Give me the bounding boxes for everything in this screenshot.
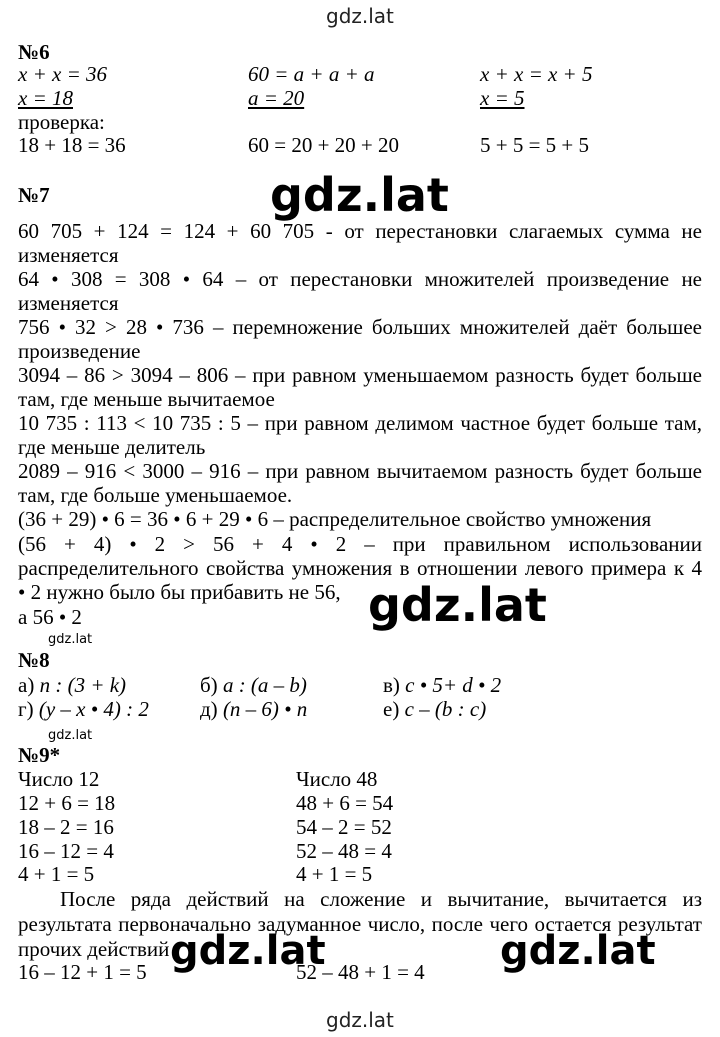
watermark-tiny-2: gdz.lat bbox=[48, 728, 93, 743]
task6-sol3: x = 5 bbox=[480, 86, 525, 110]
task7-line-10: где меньше делитель bbox=[18, 435, 206, 459]
task7-line-15: распределительного свойства умножения в отношении левого примера к 4 bbox=[18, 556, 702, 580]
task6-eq3: x + x = x + 5 bbox=[480, 62, 593, 86]
task9-final-right: 52 – 48 + 1 = 4 bbox=[296, 960, 425, 984]
task9-para-1: После ряда действий на сложение и вычитание, вычитается из bbox=[60, 887, 702, 911]
task7-line-1: 60 705 + 124 = 124 + 60 705 - от перестановки слагаемых сумма не bbox=[18, 219, 702, 243]
task7-line-5: 756 • 32 > 28 • 736 – перемножение больших множителей даёт большее bbox=[18, 315, 702, 339]
task8-item-g-label: г) bbox=[18, 697, 39, 721]
task9-right-2: 48 + 6 = 54 bbox=[296, 791, 394, 815]
task8-item-v bbox=[383, 673, 501, 697]
task8-item-e bbox=[383, 697, 486, 721]
task6-eq2: 60 = a + a + a bbox=[248, 62, 375, 86]
task7-line-12: там, где больше уменьшаемое. bbox=[18, 483, 293, 507]
task7-heading: №7 bbox=[18, 183, 50, 207]
task6-sol1: x = 18 bbox=[18, 86, 73, 110]
task9-para-3: прочих действий bbox=[18, 937, 170, 961]
task7-line-14: (56 + 4) • 2 > 56 + 4 • 2 – при правильном использовании bbox=[18, 532, 702, 556]
task7-line-7: 3094 – 86 > 3094 – 806 – при равном уменьшаемом разность будет больше bbox=[18, 363, 702, 387]
task9-final-left: 16 – 12 + 1 = 5 bbox=[18, 960, 147, 984]
task6-check1: 18 + 18 = 36 bbox=[18, 133, 126, 157]
watermark-large-4: gdz.lat bbox=[500, 928, 656, 974]
task9-heading: №9* bbox=[18, 743, 61, 767]
task9-left-2: 12 + 6 = 18 bbox=[18, 791, 116, 815]
task9-left-5: 4 + 1 = 5 bbox=[18, 862, 95, 886]
watermark-large-1: gdz.lat bbox=[270, 168, 449, 222]
task9-right-4: 52 – 48 = 4 bbox=[296, 839, 392, 863]
task9-left-4: 16 – 12 = 4 bbox=[18, 839, 114, 863]
task8-item-e-label: е) bbox=[383, 697, 405, 721]
task6-eq1: x + x = 36 bbox=[18, 62, 107, 86]
task9-right-1: Число 48 bbox=[296, 767, 378, 791]
task8-item-a bbox=[18, 673, 126, 697]
task7-line-3: 64 • 308 = 308 • 64 – от перестановки множителей произведение не bbox=[18, 267, 702, 291]
task7-line-11: 2089 – 916 < 3000 – 916 – при равном вычитаемом разность будет больше bbox=[18, 459, 702, 483]
task8-item-b-label: б) bbox=[200, 673, 223, 697]
task9-left-1: Число 12 bbox=[18, 767, 100, 791]
watermark-top: gdz.lat bbox=[326, 4, 394, 28]
task9-right-5: 4 + 1 = 5 bbox=[296, 862, 373, 886]
task7-line-2: изменяется bbox=[18, 243, 119, 267]
task9-left-3: 18 – 2 = 16 bbox=[18, 815, 114, 839]
task8-item-b bbox=[200, 673, 307, 697]
watermark-bottom: gdz.lat bbox=[326, 1008, 394, 1032]
task7-line-16: • 2 нужно было бы прибавить не 56, bbox=[18, 580, 341, 604]
watermark-large-2: gdz.lat bbox=[368, 578, 547, 632]
task9-para-2: результата первоначально задуманное число, после чего остается результат bbox=[18, 912, 702, 936]
watermark-tiny-1: gdz.lat bbox=[48, 632, 93, 647]
task7-line-6: произведение bbox=[18, 339, 141, 363]
task8-heading: №8 bbox=[18, 648, 50, 672]
task6-heading: №6 bbox=[18, 40, 50, 64]
task8-item-e-expr: c – (b : c) bbox=[404, 697, 487, 721]
task8-item-g-expr: (y – x • 4) : 2 bbox=[38, 697, 149, 721]
task6-check-label: проверка: bbox=[18, 110, 105, 134]
task8-item-g bbox=[18, 697, 149, 721]
task6-sol2: a = 20 bbox=[248, 86, 305, 110]
task9-right-3: 54 – 2 = 52 bbox=[296, 815, 392, 839]
task7-line-4: изменяется bbox=[18, 291, 119, 315]
task7-line-9: 10 735 : 113 < 10 735 : 5 – при равном делимом частное будет больше там, bbox=[18, 411, 702, 435]
task7-line-8: там, где меньше вычитаемое bbox=[18, 387, 275, 411]
task8-item-d-label: д) bbox=[200, 697, 223, 721]
task8-item-a-label: а) bbox=[18, 673, 40, 697]
task8-item-d bbox=[200, 697, 307, 721]
task6-check3: 5 + 5 = 5 + 5 bbox=[480, 133, 590, 157]
task8-item-v-label: в) bbox=[383, 673, 406, 697]
task8-item-v-expr: c • 5+ d • 2 bbox=[405, 673, 502, 697]
task7-line-13: (36 + 29) • 6 = 36 • 6 + 29 • 6 – распределительное свойство умножения bbox=[18, 507, 652, 531]
task6-check2: 60 = 20 + 20 + 20 bbox=[248, 133, 400, 157]
task7-line-17: а 56 • 2 bbox=[18, 605, 82, 629]
task8-item-b-expr: a : (a – b) bbox=[222, 673, 307, 697]
task8-item-a-expr: n : (3 + k) bbox=[39, 673, 127, 697]
watermark-large-3: gdz.lat bbox=[170, 928, 326, 974]
task8-item-d-expr: (n – 6) • n bbox=[222, 697, 308, 721]
